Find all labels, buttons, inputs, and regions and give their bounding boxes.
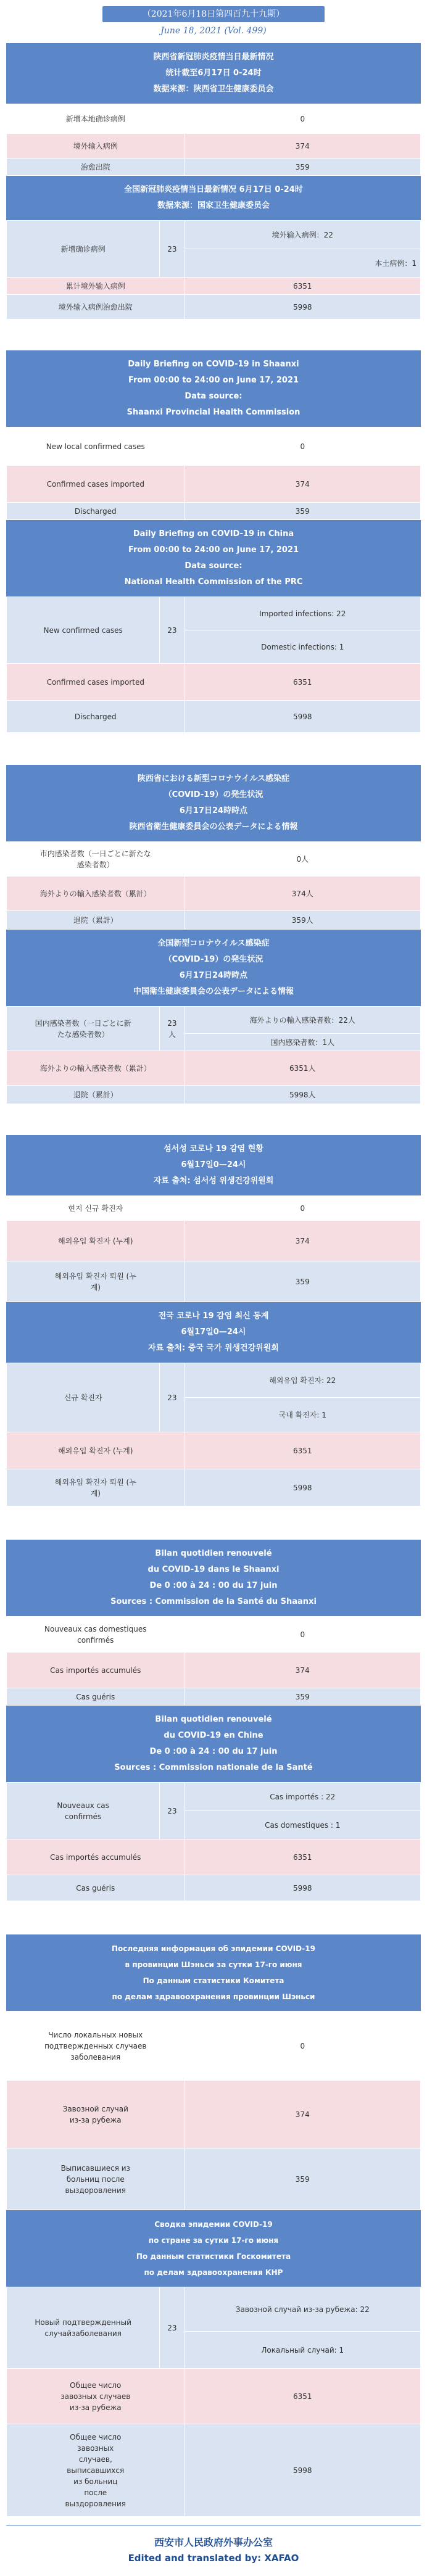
table-row <box>7 466 421 503</box>
kr-shaanxi-title: 섬서성 코로나 19 감염 현황 <box>164 1144 263 1154</box>
table-row <box>7 1783 421 1811</box>
table-row <box>7 1051 421 1086</box>
row-value: 359 <box>184 503 420 520</box>
row-label: 新增本地确诊病例 <box>7 104 185 134</box>
kr-shaanxi-section <box>6 1135 421 1302</box>
row-label: Discharged <box>7 701 185 733</box>
cn-china-header <box>6 176 421 220</box>
jp-shaanxi-section <box>6 765 421 930</box>
row-value: 374 <box>184 2081 420 2149</box>
row-label: Cas guéris <box>7 1688 185 1706</box>
en-china-source-label: Data source: <box>184 561 243 571</box>
row-label: 해외유입 확진자 (누계) <box>7 1221 185 1261</box>
footer-divider <box>6 2525 421 2526</box>
row-value: 374 <box>184 1653 420 1688</box>
row-value: 5998人 <box>184 1086 420 1104</box>
row-value: 6351 <box>184 1839 420 1875</box>
row-label: 현지 신규 확진자 <box>7 1196 185 1221</box>
jp-shaanxi-title: 陕西省における新型コロナウイルス感染症 <box>137 774 290 783</box>
table-row <box>7 134 421 159</box>
row-value: 359 <box>184 159 420 176</box>
ru-shaanxi-title2: в провинции Шэньси за сутки 17-го июня <box>125 1960 302 1969</box>
fr-shaanxi-title2: du COVID-19 dans le Shaanxi <box>147 1565 280 1574</box>
table-row <box>7 1432 421 1469</box>
row-total: 23人 <box>160 1007 184 1051</box>
row-label: 退院（累計） <box>7 1086 185 1104</box>
jp-china-title2: （COVID-19）の発生状況 <box>164 955 263 964</box>
row-value: 0 <box>184 427 420 466</box>
table-row <box>7 2369 421 2424</box>
row-label: Новый подтвержденный случайзаболевания <box>7 2287 160 2369</box>
fr-china-source: Sources : Commission nationale de la Santé <box>114 1763 313 1772</box>
kr-china-period: 6월17일0—24시 <box>181 1327 246 1337</box>
row-domestic: 国内感染者数：1人 <box>184 1034 420 1051</box>
table-row <box>7 221 421 249</box>
row-label: Confirmed cases imported <box>7 664 185 701</box>
row-total: 23 <box>160 597 184 664</box>
kr-shaanxi-header <box>6 1135 421 1195</box>
ru-china-title: Сводка эпидемии COVID-19 <box>154 2220 273 2229</box>
row-label: 境外输入病例治愈出院 <box>7 295 185 320</box>
table-row <box>7 1469 421 1506</box>
footer-org: 西安市人民政府外事办公室 <box>154 2537 273 2548</box>
cn-shaanxi-period: 统计截至6月17日 0-24时 <box>165 68 262 78</box>
fr-shaanxi-title: Bilan quotidien renouvelé <box>155 1549 272 1558</box>
fr-shaanxi-period: De 0 :00 à 24 : 00 du 17 juin <box>149 1581 278 1590</box>
ru-china-table <box>6 2287 421 2517</box>
table-row <box>7 2081 421 2149</box>
ru-shaanxi-section <box>6 1934 421 2210</box>
row-label: 国内感染者数（一日ごとに新たな感染者数） <box>7 1007 160 1051</box>
row-value: 0 <box>184 1196 420 1221</box>
jp-china-period: 6月17日24時時点 <box>179 971 248 980</box>
row-imported: 해외유입 확진자: 22 <box>184 1363 420 1398</box>
en-china-source: National Health Commission of the PRC <box>124 577 303 587</box>
row-label: 境外输入病例 <box>7 134 185 159</box>
row-total: 23 <box>160 1783 184 1839</box>
table-row <box>7 1007 421 1034</box>
row-domestic: 本土病例：1 <box>184 249 420 278</box>
jp-china-header <box>6 930 421 1006</box>
fr-china-title: Bilan quotidien renouvelé <box>155 1715 272 1724</box>
row-imported: 境外输入病例：22 <box>184 221 420 249</box>
row-label: Cas guéris <box>7 1875 185 1901</box>
row-label: 海外よりの輸入感染者数（累計） <box>7 877 185 911</box>
row-value: 374人 <box>184 877 420 911</box>
fr-shaanxi-table <box>6 1616 421 1706</box>
row-value: 359 <box>184 1261 420 1302</box>
row-value: 6351 <box>184 1432 420 1469</box>
row-value: 359 <box>184 1688 420 1706</box>
row-imported: 海外よりの輸入感染者数：22人 <box>184 1007 420 1034</box>
row-label: 海外よりの輸入感染者数（累計） <box>7 1051 185 1086</box>
row-domestic: Локальный случай: 1 <box>184 2332 420 2369</box>
row-value: 374 <box>184 134 420 159</box>
table-row <box>7 1617 421 1653</box>
cn-china-source: 数据来源：国家卫生健康委员会 <box>157 201 270 210</box>
kr-china-section <box>6 1302 421 1506</box>
en-china-table <box>6 597 421 733</box>
ru-china-header <box>6 2210 421 2287</box>
row-label: Число локальных новых подтвержденных случаев заболевания <box>7 2012 185 2081</box>
row-value: 6351 <box>184 278 420 295</box>
kr-china-title: 전국 코로나 19 감염 최신 동계 <box>158 1311 269 1321</box>
row-value: 5998 <box>184 2424 420 2517</box>
cn-china-section <box>6 176 421 320</box>
fr-shaanxi-section <box>6 1540 421 1706</box>
en-shaanxi-period: From 00:00 to 24:00 on June 17, 2021 <box>128 376 299 385</box>
row-domestic: 국내 확진자: 1 <box>184 1398 420 1432</box>
kr-china-table <box>6 1363 421 1506</box>
table-row <box>7 1363 421 1398</box>
issue-date-cn: （2021年6月18日第四百九十九期） <box>102 6 325 22</box>
en-shaanxi-table <box>6 427 421 520</box>
row-value: 5998 <box>184 701 420 733</box>
row-imported: Imported infections: 22 <box>184 597 420 630</box>
row-label: 新增确诊病例 <box>7 221 160 278</box>
footer-credit: Edited and translated by: XAFAO <box>128 2553 299 2564</box>
en-shaanxi-header <box>6 350 421 427</box>
jp-shaanxi-title2: （COVID-19）の発生状況 <box>164 790 263 799</box>
table-row <box>7 104 421 134</box>
ru-china-title2: по стране за сутки 17-го июня <box>148 2236 279 2245</box>
table-row <box>7 2424 421 2517</box>
table-row <box>7 877 421 911</box>
table-row <box>7 1261 421 1302</box>
jp-shaanxi-source: 陕西省衛生健康委員会の公表データによる情報 <box>129 822 298 832</box>
row-value: 0 <box>184 1617 420 1653</box>
table-row <box>7 503 421 520</box>
en-china-period: From 00:00 to 24:00 on June 17, 2021 <box>128 545 299 555</box>
cn-shaanxi-section <box>6 43 421 176</box>
row-imported: Завозной случай из-за рубежа: 22 <box>184 2287 420 2332</box>
cn-china-title: 全国新冠肺炎疫情当日最新情况 6月17日 0-24时 <box>124 185 303 194</box>
row-label: 해외유입 확진자 (누계) <box>7 1432 185 1469</box>
row-label: 신규 확진자 <box>7 1363 160 1432</box>
row-imported: Cas importés : 22 <box>184 1783 420 1811</box>
row-value: 374 <box>184 1221 420 1261</box>
row-label: Nouveaux cas domestiques confirmés <box>7 1617 185 1653</box>
en-shaanxi-title: Daily Briefing on COVID-19 in Shaanxi <box>128 360 299 369</box>
en-shaanxi-source-label: Data source: <box>184 392 243 401</box>
table-row <box>7 1875 421 1901</box>
jp-china-table <box>6 1006 421 1104</box>
row-label: New local confirmed cases <box>7 427 185 466</box>
en-china-section <box>6 520 421 733</box>
row-label: 累计境外输入病例 <box>7 278 185 295</box>
row-domestic: Domestic infections: 1 <box>184 630 420 664</box>
row-label: 退院（累計） <box>7 911 185 930</box>
fr-china-table <box>6 1782 421 1901</box>
ru-shaanxi-header <box>6 1934 421 2011</box>
row-label: Выписавшиеся из больниц после выздоровления <box>7 2149 185 2210</box>
row-value: 374 <box>184 466 420 503</box>
row-label: Discharged <box>7 503 185 520</box>
table-row <box>7 597 421 630</box>
kr-shaanxi-table <box>6 1195 421 1302</box>
table-row <box>7 1086 421 1104</box>
row-value: 5998 <box>184 295 420 320</box>
ru-shaanxi-period: По данным статистики Комитета <box>143 1976 284 1985</box>
jp-china-source: 中国衛生健康委員会の公表データによる情報 <box>133 987 294 996</box>
jp-shaanxi-header <box>6 765 421 841</box>
kr-china-source: 자료 출처: 중국 국가 위생건강위원회 <box>148 1344 279 1353</box>
row-label: Confirmed cases imported <box>7 466 185 503</box>
row-value: 5998 <box>184 1469 420 1506</box>
table-row <box>7 911 421 930</box>
ru-shaanxi-table <box>6 2011 421 2210</box>
cn-shaanxi-title: 陕西省新冠肺炎疫情当日最新情况 <box>153 52 274 62</box>
table-row <box>7 159 421 176</box>
row-label: 市内感染者数（一日ごとに新たな感染者数） <box>7 842 185 877</box>
fr-shaanxi-source: Sources : Commission de la Santé du Shaanxi <box>110 1597 317 1606</box>
ru-china-section <box>6 2210 421 2517</box>
row-value: 359 <box>184 2149 420 2210</box>
row-label: 해외유입 확진자 퇴원 (누계) <box>7 1261 185 1302</box>
fr-shaanxi-header <box>6 1540 421 1616</box>
row-total: 23 <box>160 221 184 278</box>
row-domestic: Cas domestiques : 1 <box>184 1811 420 1839</box>
fr-china-section <box>6 1706 421 1901</box>
row-value: 0 <box>184 2012 420 2081</box>
kr-china-header <box>6 1302 421 1363</box>
ru-shaanxi-title: Последняя информация об эпидемии COVID-19 <box>112 1944 315 1953</box>
jp-china-title: 全国新型コロナウイルス感染症 <box>157 939 270 948</box>
ru-china-source: по делам здравоохранения КНР <box>144 2268 283 2277</box>
row-value: 0 <box>184 104 420 134</box>
table-row <box>7 701 421 733</box>
fr-china-period: De 0 :00 à 24 : 00 du 17 juin <box>149 1747 278 1756</box>
page <box>0 6 427 2576</box>
ru-china-period: По данным статистики Госкомитета <box>136 2252 291 2261</box>
table-row <box>7 2149 421 2210</box>
kr-shaanxi-period: 6월17일0—24시 <box>181 1160 246 1170</box>
table-row <box>7 427 421 466</box>
table-row <box>7 2287 421 2332</box>
table-row <box>7 2012 421 2081</box>
jp-shaanxi-period: 6月17日24時時点 <box>179 806 248 815</box>
en-china-header <box>6 520 421 597</box>
jp-china-section <box>6 930 421 1104</box>
row-label: Nouveaux cas confirmés <box>7 1783 160 1839</box>
row-label: 해외유입 확진자 퇴원 (누계) <box>7 1469 185 1506</box>
table-row <box>7 1688 421 1706</box>
cn-china-table <box>6 220 421 320</box>
row-label: Общее число завозных случаев, выписавшихся из больниц после выздоровления <box>7 2424 185 2517</box>
row-value: 359人 <box>184 911 420 930</box>
row-label: Cas importés accumulés <box>7 1839 185 1875</box>
en-shaanxi-source: Shaanxi Provincial Health Commission <box>126 408 301 417</box>
row-value: 0人 <box>184 842 420 877</box>
row-value: 6351 <box>184 664 420 701</box>
table-row <box>7 664 421 701</box>
fr-china-header <box>6 1706 421 1782</box>
table-row <box>7 1196 421 1221</box>
table-row <box>7 1221 421 1261</box>
en-china-title: Daily Briefing on COVID-19 in China <box>133 529 294 539</box>
table-row <box>7 842 421 877</box>
row-value: 6351人 <box>184 1051 420 1086</box>
issue-date-en: June 18, 2021 (Vol. 499) <box>160 26 267 36</box>
cn-shaanxi-header <box>6 43 421 104</box>
fr-china-title2: du COVID-19 en Chine <box>164 1731 263 1740</box>
row-value: 6351 <box>184 2369 420 2424</box>
row-label: Завозной случай из-за рубежа <box>7 2081 185 2149</box>
en-shaanxi-section <box>6 350 421 520</box>
table-row <box>7 278 421 295</box>
row-total: 23 <box>160 1363 184 1432</box>
table-row <box>7 295 421 320</box>
ru-shaanxi-source: по делам здравоохранения провинции Шэньси <box>112 1992 315 2001</box>
table-row <box>7 1839 421 1875</box>
cn-shaanxi-table <box>6 104 421 176</box>
cn-shaanxi-source: 数据来源：陕西省卫生健康委员会 <box>153 85 274 94</box>
row-label: New confirmed cases <box>7 597 160 664</box>
row-label: 治愈出院 <box>7 159 185 176</box>
kr-shaanxi-source: 자료 출처: 섬서성 위생건강위원회 <box>153 1176 274 1186</box>
table-row <box>7 1653 421 1688</box>
jp-shaanxi-table <box>6 841 421 930</box>
row-label: Cas importés accumulés <box>7 1653 185 1688</box>
row-label: Общее число завозных случаев из-за рубежа <box>7 2369 185 2424</box>
row-total: 23 <box>160 2287 184 2369</box>
row-value: 5998 <box>184 1875 420 1901</box>
